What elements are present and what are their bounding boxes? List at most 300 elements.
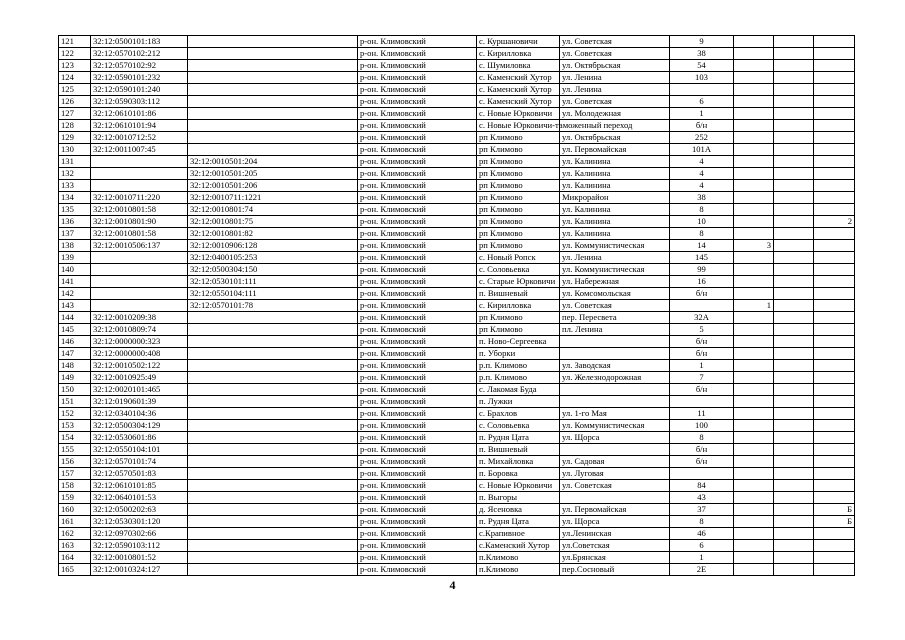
cadastral-number-alt-cell: 32:12:0010501:204 [188, 156, 358, 168]
settlement-cell: рп Климово [477, 180, 560, 192]
settlement-cell: с. Соловьевка [477, 264, 560, 276]
cadastral-number-alt-cell [188, 408, 358, 420]
row-number-cell: 151 [59, 396, 91, 408]
row-number-cell: 132 [59, 168, 91, 180]
street-cell: ул. Коммунистическая [560, 420, 670, 432]
extra-1-cell [734, 516, 774, 528]
table-row [59, 504, 855, 516]
table-row [59, 492, 855, 504]
extra-1-cell [734, 504, 774, 516]
cadastral-number-alt-cell [188, 120, 358, 132]
extra-1-cell [734, 180, 774, 192]
district-cell: р-он. Климовский [358, 492, 477, 504]
street-cell: ул. Калинина [560, 180, 670, 192]
row-number-cell: 131 [59, 156, 91, 168]
extra-2-cell [774, 168, 814, 180]
cadastral-number-alt-cell [188, 420, 358, 432]
extra-1-cell [734, 48, 774, 60]
extra-1-cell [734, 96, 774, 108]
house-number-cell: б/н [670, 444, 734, 456]
extra-2-cell [774, 36, 814, 48]
settlement-cell: п. Ново-Сергеевка [477, 336, 560, 348]
extra-1-cell [734, 72, 774, 84]
extra-3-cell [814, 36, 855, 48]
extra-2-cell [774, 228, 814, 240]
cadastral-number-alt-cell: 32:12:0500304:150 [188, 264, 358, 276]
table-row [59, 300, 855, 312]
extra-2-cell [774, 144, 814, 156]
cadastral-number-alt-cell [188, 312, 358, 324]
table-row [59, 204, 855, 216]
extra-1-cell [734, 132, 774, 144]
extra-2-cell [774, 72, 814, 84]
row-number-cell: 137 [59, 228, 91, 240]
table-row [59, 336, 855, 348]
house-number-cell: 8 [670, 432, 734, 444]
cadastral-number-alt-cell [188, 144, 358, 156]
table-row [59, 540, 855, 552]
house-number-cell: 145 [670, 252, 734, 264]
table-row [59, 168, 855, 180]
street-cell [560, 396, 670, 408]
district-cell: р-он. Климовский [358, 468, 477, 480]
settlement-cell: с. Каменский Хутор [477, 96, 560, 108]
extra-3-cell [814, 60, 855, 72]
extra-1-cell [734, 336, 774, 348]
extra-2-cell [774, 96, 814, 108]
district-cell: р-он. Климовский [358, 516, 477, 528]
settlement-cell: с. Шумиловка [477, 60, 560, 72]
extra-3-cell [814, 564, 855, 576]
extra-2-cell [774, 156, 814, 168]
extra-3-cell: Б [814, 516, 855, 528]
street-cell: ул. Ленина [560, 72, 670, 84]
cadastral-number-cell: 32:12:0590101:232 [91, 72, 188, 84]
cadastral-number-alt-cell [188, 468, 358, 480]
settlement-cell: п. Боровка [477, 468, 560, 480]
house-number-cell: б/н [670, 456, 734, 468]
extra-1-cell [734, 348, 774, 360]
extra-3-cell [814, 132, 855, 144]
extra-3-cell [814, 360, 855, 372]
table-row [59, 372, 855, 384]
row-number-cell: 162 [59, 528, 91, 540]
cadastral-number-cell: 32:12:0020101:465 [91, 384, 188, 396]
extra-3-cell [814, 108, 855, 120]
house-number-cell: 4 [670, 180, 734, 192]
extra-3-cell [814, 540, 855, 552]
extra-3-cell [814, 72, 855, 84]
cadastral-number-cell: 32:12:0190601:39 [91, 396, 188, 408]
extra-1-cell [734, 444, 774, 456]
extra-3-cell [814, 492, 855, 504]
settlement-cell: рп Климово [477, 312, 560, 324]
street-cell: ул.Брянская [560, 552, 670, 564]
house-number-cell [670, 84, 734, 96]
extra-1-cell [734, 324, 774, 336]
row-number-cell: 133 [59, 180, 91, 192]
cadastral-number-alt-cell [188, 384, 358, 396]
cadastral-number-cell: 32:12:0000000:408 [91, 348, 188, 360]
extra-3-cell [814, 336, 855, 348]
settlement-cell: с. Новые Юрковичи [477, 108, 560, 120]
table-row [59, 240, 855, 252]
cadastral-number-cell: 32:12:0610101:86 [91, 108, 188, 120]
row-number-cell: 165 [59, 564, 91, 576]
district-cell: р-он. Климовский [358, 564, 477, 576]
settlement-cell: с. Соловьевка [477, 420, 560, 432]
extra-2-cell [774, 264, 814, 276]
extra-2-cell [774, 240, 814, 252]
district-cell: р-он. Климовский [358, 288, 477, 300]
extra-2-cell [774, 204, 814, 216]
settlement-cell: п. Вишневый [477, 444, 560, 456]
cadastral-number-cell: 32:12:0010502:122 [91, 360, 188, 372]
district-cell: р-он. Климовский [358, 240, 477, 252]
table-row [59, 420, 855, 432]
row-number-cell: 124 [59, 72, 91, 84]
extra-2-cell [774, 336, 814, 348]
district-cell: р-он. Климовский [358, 252, 477, 264]
extra-3-cell [814, 168, 855, 180]
cadastral-number-alt-cell [188, 456, 358, 468]
extra-2-cell [774, 192, 814, 204]
settlement-cell: рп Климово [477, 204, 560, 216]
settlement-cell: п. Выгоры [477, 492, 560, 504]
cadastral-number-alt-cell [188, 108, 358, 120]
house-number-cell: 100 [670, 420, 734, 432]
extra-1-cell [734, 216, 774, 228]
street-cell: ул. Ленина [560, 252, 670, 264]
house-number-cell: 8 [670, 228, 734, 240]
table-row [59, 132, 855, 144]
street-cell: ул. Заводская [560, 360, 670, 372]
cadastral-number-alt-cell [188, 72, 358, 84]
settlement-cell: с. Каменский Хутор [477, 84, 560, 96]
district-cell: р-он. Климовский [358, 540, 477, 552]
settlement-cell: с. Куршановичи [477, 36, 560, 48]
district-cell: р-он. Климовский [358, 156, 477, 168]
extra-1-cell [734, 276, 774, 288]
settlement-cell: рп Климово [477, 228, 560, 240]
settlement-cell: рп Климово [477, 132, 560, 144]
extra-3-cell [814, 312, 855, 324]
row-number-cell: 123 [59, 60, 91, 72]
cadastral-number-cell: 32:12:0500202:63 [91, 504, 188, 516]
settlement-cell: с. Кирилловка [477, 48, 560, 60]
street-cell: пер.Сосновый [560, 564, 670, 576]
cadastral-number-alt-cell: 32:12:0010501:206 [188, 180, 358, 192]
extra-2-cell [774, 84, 814, 96]
table-row [59, 108, 855, 120]
extra-1-cell [734, 204, 774, 216]
extra-2-cell [774, 300, 814, 312]
row-number-cell: 159 [59, 492, 91, 504]
cadastral-number-cell: 32:12:0590101:240 [91, 84, 188, 96]
cadastral-number-alt-cell: 32:12:0570101:78 [188, 300, 358, 312]
table-row [59, 72, 855, 84]
table-row [59, 264, 855, 276]
table-row [59, 432, 855, 444]
extra-3-cell [814, 348, 855, 360]
table-row [59, 468, 855, 480]
street-cell: ул. Комсомольская [560, 288, 670, 300]
extra-3-cell [814, 48, 855, 60]
cadastral-number-cell: 32:12:0570101:74 [91, 456, 188, 468]
row-number-cell: 128 [59, 120, 91, 132]
row-number-cell: 152 [59, 408, 91, 420]
settlement-cell: с. Каменский Хутор [477, 72, 560, 84]
cadastral-number-cell: 32:12:0340104:36 [91, 408, 188, 420]
cadastral-number-alt-cell: 32:12:0400105:253 [188, 252, 358, 264]
house-number-cell: б/н [670, 348, 734, 360]
table-row [59, 516, 855, 528]
house-number-cell: 1 [670, 108, 734, 120]
district-cell: р-он. Климовский [358, 108, 477, 120]
house-number-cell: 9 [670, 36, 734, 48]
house-number-cell: б/н [670, 288, 734, 300]
row-number-cell: 144 [59, 312, 91, 324]
cadastral-number-alt-cell [188, 444, 358, 456]
district-cell: р-он. Климовский [358, 72, 477, 84]
settlement-cell: с. Брахлов [477, 408, 560, 420]
extra-2-cell [774, 420, 814, 432]
street-cell: ул. Октябрьская [560, 60, 670, 72]
extra-1-cell [734, 252, 774, 264]
cadastral-number-cell: 32:12:0610101:85 [91, 480, 188, 492]
cadastral-number-cell [91, 156, 188, 168]
extra-2-cell [774, 528, 814, 540]
cadastral-number-cell [91, 252, 188, 264]
cadastral-number-cell [91, 276, 188, 288]
extra-2-cell [774, 276, 814, 288]
district-cell: р-он. Климовский [358, 168, 477, 180]
district-cell: р-он. Климовский [358, 384, 477, 396]
extra-1-cell [734, 408, 774, 420]
district-cell: р-он. Климовский [358, 372, 477, 384]
extra-3-cell [814, 300, 855, 312]
cadastral-number-alt-cell [188, 432, 358, 444]
table-row [59, 156, 855, 168]
street-cell [560, 492, 670, 504]
extra-3-cell [814, 264, 855, 276]
row-number-cell: 158 [59, 480, 91, 492]
district-cell: р-он. Климовский [358, 144, 477, 156]
house-number-cell: 8 [670, 204, 734, 216]
settlement-cell: рп Климово [477, 144, 560, 156]
table-row [59, 288, 855, 300]
extra-2-cell [774, 132, 814, 144]
district-cell: р-он. Климовский [358, 552, 477, 564]
cadastral-number-alt-cell: 32:12:0010801:74 [188, 204, 358, 216]
table-row [59, 252, 855, 264]
settlement-cell: с. Новые Юрковичи [477, 480, 560, 492]
district-cell: р-он. Климовский [358, 480, 477, 492]
house-number-cell: 11 [670, 408, 734, 420]
table-row [59, 408, 855, 420]
extra-1-cell [734, 228, 774, 240]
extra-1-cell [734, 192, 774, 204]
row-number-cell: 143 [59, 300, 91, 312]
row-number-cell: 129 [59, 132, 91, 144]
street-cell: ул. Калинина [560, 168, 670, 180]
table-body [59, 36, 855, 576]
settlement-cell: с. Кирилловка [477, 300, 560, 312]
district-cell: р-он. Климовский [358, 336, 477, 348]
extra-3-cell [814, 396, 855, 408]
street-cell: ул. Советская [560, 480, 670, 492]
street-cell: ул. Советская [560, 36, 670, 48]
house-number-cell: 38 [670, 192, 734, 204]
house-number-cell: б/н [670, 384, 734, 396]
street-cell: ул. Молодежная [560, 108, 670, 120]
row-number-cell: 127 [59, 108, 91, 120]
extra-3-cell [814, 456, 855, 468]
extra-1-cell: 1 [734, 300, 774, 312]
cadastral-number-alt-cell [188, 36, 358, 48]
district-cell: р-он. Климовский [358, 132, 477, 144]
house-number-cell: 99 [670, 264, 734, 276]
extra-2-cell [774, 372, 814, 384]
cadastral-number-alt-cell [188, 132, 358, 144]
house-number-cell: 2Е [670, 564, 734, 576]
street-cell [560, 384, 670, 396]
table-row [59, 60, 855, 72]
row-number-cell: 161 [59, 516, 91, 528]
house-number-cell: 7 [670, 372, 734, 384]
settlement-cell: рп Климово [477, 324, 560, 336]
district-cell: р-он. Климовский [358, 528, 477, 540]
cadastral-number-alt-cell [188, 60, 358, 72]
street-cell: ул. Коммунистическая [560, 240, 670, 252]
cadastral-number-cell: 32:12:0610101:94 [91, 120, 188, 132]
cadastral-number-cell: 32:12:0550104:101 [91, 444, 188, 456]
cadastral-number-cell: 32:12:0640101:53 [91, 492, 188, 504]
page-number: 4 [449, 578, 456, 592]
row-number-cell: 149 [59, 372, 91, 384]
street-cell: ул. Советская [560, 96, 670, 108]
settlement-cell: рп Климово [477, 156, 560, 168]
extra-2-cell [774, 564, 814, 576]
cadastral-number-cell: 32:12:0010809:74 [91, 324, 188, 336]
cadastral-number-cell [91, 264, 188, 276]
row-number-cell: 122 [59, 48, 91, 60]
district-cell: р-он. Климовский [358, 444, 477, 456]
settlement-cell: с. Новый Ропск [477, 252, 560, 264]
row-number-cell: 154 [59, 432, 91, 444]
district-cell: р-он. Климовский [358, 216, 477, 228]
extra-1-cell [734, 120, 774, 132]
table-row [59, 384, 855, 396]
cadastral-number-cell: 32:12:0010711:220 [91, 192, 188, 204]
cadastral-number-alt-cell [188, 528, 358, 540]
extra-3-cell [814, 144, 855, 156]
street-cell [560, 336, 670, 348]
settlement-cell: п.Климово [477, 552, 560, 564]
cadastral-number-alt-cell [188, 492, 358, 504]
settlement-cell: рп Климово [477, 240, 560, 252]
extra-2-cell [774, 468, 814, 480]
settlement-cell: д. Ясеновка [477, 504, 560, 516]
district-cell: р-он. Климовский [358, 300, 477, 312]
cadastral-number-cell: 32:12:0590303:112 [91, 96, 188, 108]
cadastral-number-alt-cell [188, 84, 358, 96]
cadastral-number-alt-cell: 32:12:0530101:111 [188, 276, 358, 288]
extra-1-cell [734, 36, 774, 48]
extra-3-cell [814, 288, 855, 300]
house-number-cell: 10 [670, 216, 734, 228]
extra-2-cell [774, 396, 814, 408]
extra-1-cell [734, 372, 774, 384]
cadastral-number-alt-cell [188, 516, 358, 528]
cadastral-number-cell: 32:12:0010801:58 [91, 204, 188, 216]
extra-1-cell [734, 84, 774, 96]
row-number-cell: 147 [59, 348, 91, 360]
district-cell: р-он. Климовский [358, 396, 477, 408]
extra-3-cell [814, 468, 855, 480]
extra-3-cell [814, 156, 855, 168]
cadastral-number-cell: 32:12:0500101:183 [91, 36, 188, 48]
table-row [59, 444, 855, 456]
street-cell: ул. Советская [560, 300, 670, 312]
house-number-cell: 37 [670, 504, 734, 516]
extra-3-cell [814, 552, 855, 564]
row-number-cell: 134 [59, 192, 91, 204]
house-number-cell: 54 [670, 60, 734, 72]
table-row [59, 456, 855, 468]
cadastral-number-alt-cell [188, 372, 358, 384]
street-cell: пл. Ленина [560, 324, 670, 336]
table-row [59, 348, 855, 360]
district-cell: р-он. Климовский [358, 312, 477, 324]
table-row [59, 84, 855, 96]
district-cell: р-он. Климовский [358, 324, 477, 336]
cadastral-number-alt-cell [188, 324, 358, 336]
cadastral-number-cell: 32:12:0011007:45 [91, 144, 188, 156]
house-number-cell: 46 [670, 528, 734, 540]
row-number-cell: 141 [59, 276, 91, 288]
cadastral-number-cell [91, 168, 188, 180]
street-cell: ул. Ленина [560, 84, 670, 96]
house-number-cell: 1 [670, 360, 734, 372]
house-number-cell: б/н [670, 120, 734, 132]
district-cell: р-он. Климовский [358, 432, 477, 444]
extra-1-cell [734, 456, 774, 468]
cadastral-number-cell: 32:12:0010801:90 [91, 216, 188, 228]
settlement-cell: с. Старые Юрковичи [477, 276, 560, 288]
table-row [59, 192, 855, 204]
extra-1-cell [734, 384, 774, 396]
extra-3-cell [814, 384, 855, 396]
extra-3-cell [814, 84, 855, 96]
district-cell: р-он. Климовский [358, 120, 477, 132]
extra-3-cell [814, 240, 855, 252]
district-cell: р-он. Климовский [358, 180, 477, 192]
extra-1-cell [734, 432, 774, 444]
extra-2-cell [774, 108, 814, 120]
cadastral-number-cell: 32:12:0590103:112 [91, 540, 188, 552]
extra-3-cell [814, 96, 855, 108]
cadastral-number-alt-cell [188, 360, 358, 372]
extra-2-cell [774, 540, 814, 552]
cadastral-number-alt-cell [188, 480, 358, 492]
table-row [59, 324, 855, 336]
cadastral-number-cell [91, 180, 188, 192]
settlement-cell: п. Рудня Цата [477, 432, 560, 444]
house-number-cell: 1 [670, 552, 734, 564]
row-number-cell: 130 [59, 144, 91, 156]
house-number-cell: 16 [670, 276, 734, 288]
